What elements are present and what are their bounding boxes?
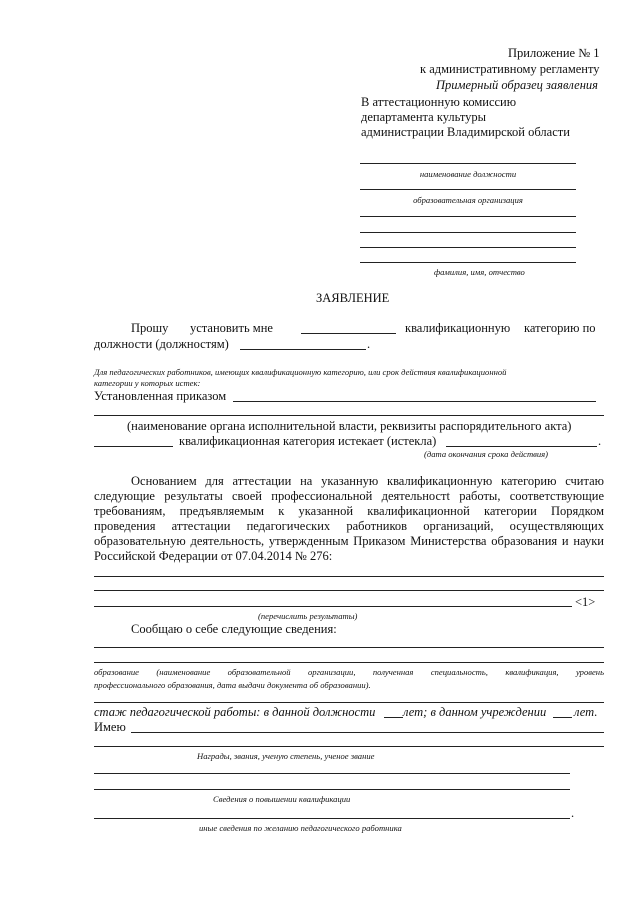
request-word-2: установить мне xyxy=(190,321,273,335)
name-field-line-1[interactable] xyxy=(360,216,576,217)
category-expiry-field-line[interactable] xyxy=(94,446,173,447)
footnote-reference[interactable]: <1> xyxy=(575,595,596,609)
order-field-line-1[interactable] xyxy=(233,401,596,402)
education-caption-line-1: образование (наименование образовательной организации, полученная специальность, квалификация, уровень xyxy=(94,667,604,677)
category-note-line-1: Для педагогических работников, имеющих квалификационную категорию, или срок действия квалификационной xyxy=(94,367,507,377)
basis-line-1: Основанием для аттестации на указанную квалификационную категорию считаю xyxy=(131,474,604,488)
request-line-2: должности (должностям) xyxy=(94,337,229,351)
order-field-line-2[interactable] xyxy=(94,415,604,416)
name-field-line-2[interactable] xyxy=(360,232,576,233)
appendix-number: Приложение № 1 xyxy=(508,46,600,60)
education-field-line-3[interactable] xyxy=(94,702,604,703)
established-label: Установленная приказом xyxy=(94,389,227,403)
experience-label-a: стаж педагогической работы: в данной должности xyxy=(94,705,376,719)
addressee-line-2: департамента культуры xyxy=(361,110,487,124)
awards-field-line-1[interactable] xyxy=(131,732,604,733)
basis-line-2: следующие результаты своей профессиональной деятельностt работы, соответствующие xyxy=(94,489,604,503)
other-end: . xyxy=(571,806,575,820)
category-note-line-2: категории у которых истек: xyxy=(94,378,201,388)
addressee-line-3: администрации Владимирской области xyxy=(361,125,570,139)
education-field-line-1[interactable] xyxy=(94,647,604,648)
request-line-2-end: . xyxy=(367,337,371,351)
document-title: ЗАЯВЛЕНИЕ xyxy=(316,291,390,305)
addressee-line-1: В аттестационную комиссию xyxy=(361,95,517,109)
position-caption: наименование должности xyxy=(419,169,517,179)
basis-line-6: Российской Федерации от 07.04.2014 № 276: xyxy=(94,549,333,563)
experience-label-b: лет; в данном учреждении xyxy=(403,705,547,719)
expires-end: . xyxy=(598,434,602,448)
results-caption: (перечислить результаты) xyxy=(258,611,358,621)
request-word-4: категорию по xyxy=(524,321,596,335)
have-label: Имею xyxy=(94,720,126,734)
request-word-3: квалификационную xyxy=(405,321,511,335)
organization-field-line[interactable] xyxy=(360,189,576,190)
expiry-caption: (дата окончания срока действия) xyxy=(424,449,549,459)
order-caption: (наименование органа исполнительной власти, реквизиты распорядительного акта) xyxy=(127,419,572,433)
position-request-field-line[interactable] xyxy=(240,349,366,350)
sample-note: Примерный образец заявления xyxy=(436,78,598,92)
basis-line-5: образовательную деятельность, утвержденным Приказом Министерства образования и науки xyxy=(94,534,604,548)
expires-label: квалификационная категория истекает (истекла) xyxy=(179,434,437,448)
education-field-line-2[interactable] xyxy=(94,662,604,663)
basis-line-3: требованиям, предъявляемым к указанной квалификационной категории Порядком xyxy=(94,504,604,518)
name-caption: фамилия, имя, отчество xyxy=(434,267,525,277)
position-field-line[interactable] xyxy=(360,163,576,164)
organization-caption: образовательная организация xyxy=(413,195,523,205)
experience-position-field[interactable] xyxy=(384,717,403,718)
about-intro: Сообщаю о себе следующие сведения: xyxy=(131,622,337,636)
basis-line-4: проведения аттестации педагогических работников организаций, осуществляющих xyxy=(94,519,604,533)
regulation-reference: к административному регламенту xyxy=(420,62,600,76)
awards-field-line-2[interactable] xyxy=(94,746,604,747)
results-field-line-2[interactable] xyxy=(94,590,604,591)
training-field-line-2[interactable] xyxy=(94,789,570,790)
experience-label-c: лет. xyxy=(574,705,598,719)
request-word-1: Прошу xyxy=(131,321,169,335)
training-caption: Сведения о повышении квалификации xyxy=(213,794,351,804)
name-field-line-4[interactable] xyxy=(360,262,576,263)
name-field-line-3[interactable] xyxy=(360,247,576,248)
other-field-line[interactable] xyxy=(94,818,570,819)
awards-caption: Награды, звания, ученую степень, ученое звание xyxy=(197,751,375,761)
results-field-line-1[interactable] xyxy=(94,576,604,577)
experience-institution-field[interactable] xyxy=(553,717,572,718)
results-field-line-3[interactable] xyxy=(94,606,572,607)
other-caption: иные сведения по желанию педагогического работника xyxy=(199,823,402,833)
training-field-line-1[interactable] xyxy=(94,773,570,774)
category-field-line[interactable] xyxy=(301,333,396,334)
education-caption-line-2: профессионального образования, дата выдачи документа об образовании). xyxy=(94,680,371,690)
